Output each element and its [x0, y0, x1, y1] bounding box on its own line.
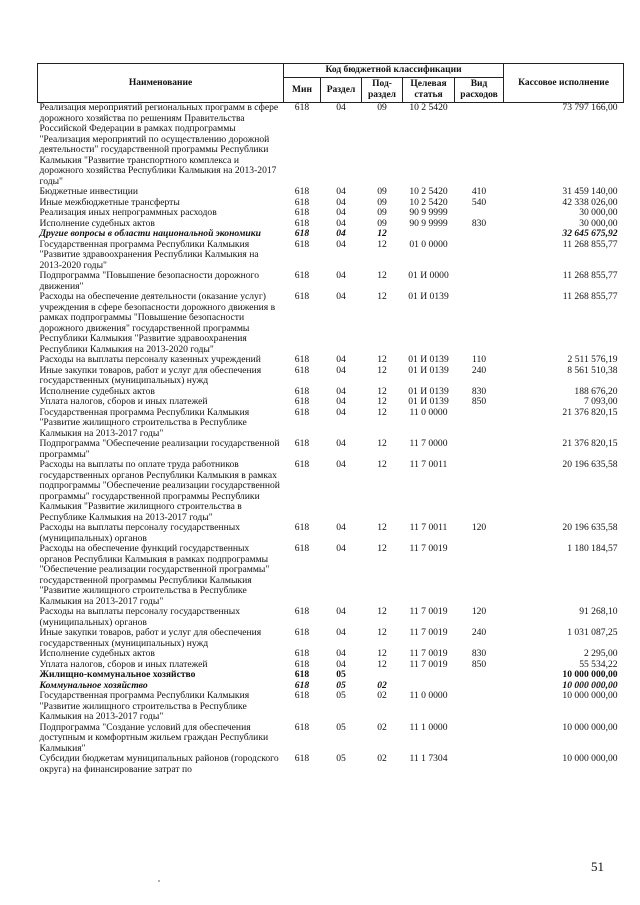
row-celevaya: 11 0 0000 — [409, 406, 448, 418]
row-razdel: 04 — [336, 658, 346, 670]
row-celevaya: 01 И 0139 — [408, 291, 449, 302]
row-amount: 10 000 000,00 — [562, 690, 618, 701]
row-amount: 73 797 166,00 — [562, 102, 618, 113]
row-min: 618 — [294, 438, 310, 449]
row-amount: 10 000 000,00 — [562, 753, 618, 764]
row-vid — [455, 229, 504, 240]
row-vid — [455, 544, 504, 607]
row-podrazdel: 09 — [377, 186, 387, 197]
table-row — [38, 628, 624, 649]
header-col-podrazdel: Под-раздел — [362, 78, 403, 103]
header-code-group: Код бюджетной классификации — [284, 64, 504, 78]
row-min: 618 — [294, 238, 310, 250]
row-vid — [455, 103, 504, 188]
budget-table-container — [37, 63, 623, 775]
row-amount: 8 561 510,38 — [567, 364, 618, 376]
row-podrazdel: 12 — [377, 522, 387, 533]
row-amount: 31 459 140,00 — [562, 186, 618, 197]
row-razdel: 05 — [336, 679, 346, 691]
row-razdel: 04 — [336, 606, 346, 617]
row-amount: 1 180 184,57 — [567, 543, 618, 554]
row-amount: 2 511 576,19 — [567, 354, 618, 365]
row-vid — [455, 240, 504, 272]
row-razdel: 04 — [336, 207, 346, 218]
row-celevaya: 01 0 0000 — [409, 238, 448, 250]
row-razdel: 04 — [336, 522, 346, 533]
row-amount: 10 000 000,00 — [562, 721, 618, 733]
table-row — [38, 523, 624, 544]
row-name: Субсидии бюджетам муниципальных районов (городского округа) на финансирование затрат по — [39, 753, 279, 775]
row-razdel: 04 — [336, 354, 346, 365]
row-amount: 11 268 855,77 — [562, 238, 618, 250]
row-podrazdel: 09 — [377, 102, 387, 113]
row-podrazdel: 12 — [377, 385, 387, 397]
row-razdel: 04 — [336, 196, 346, 208]
row-celevaya: 01 И 0139 — [408, 364, 449, 376]
row-vid: 240 — [471, 627, 487, 638]
row-vid: 850 — [471, 658, 487, 670]
row-podrazdel: 02 — [377, 679, 387, 691]
row-podrazdel — [362, 670, 403, 681]
row-celevaya: 90 9 9999 — [409, 217, 448, 229]
row-vid: 540 — [471, 196, 487, 208]
row-name: Исполнение судебных актов — [39, 217, 155, 229]
row-name: Государственная программа Республики Калмыкия "Развитие жилищного строительства в Республике Калмыкия на 2013-2017 годы" — [39, 406, 250, 439]
row-name: Реализация мероприятий региональных программ в сфере дорожного хозяйства по решениям Правительства Российской Федерации в рамках подпрограммы "Реализация мероприятий по осуществлению дорожной деятельности" государственной программы Республики Калмыкия "Развитие транспортного комплекса и дорожного хозяйства Республики Калмыкия на 2013-2017 годы" — [39, 102, 279, 187]
header-amount: Кассовое исполнение — [504, 64, 624, 103]
row-min: 618 — [294, 543, 310, 554]
row-podrazdel: 12 — [377, 648, 387, 659]
header-col-min: Мин — [284, 78, 321, 103]
table-row — [38, 460, 624, 523]
row-celevaya: 11 1 7304 — [409, 753, 448, 764]
row-razdel: 04 — [336, 364, 346, 376]
row-name: Подпрограмма "Обеспечение реализации государственной программы" — [39, 438, 280, 460]
table-row — [38, 208, 624, 219]
row-min: 618 — [294, 690, 310, 701]
row-amount: 32 645 675,92 — [562, 228, 618, 239]
row-amount: 42 338 026,00 — [562, 196, 618, 208]
row-amount: 1 031 087,25 — [567, 627, 618, 638]
row-min: 618 — [294, 364, 310, 376]
row-amount: 10 000 000,00 — [562, 679, 618, 691]
row-name: Уплата налогов, сборов и иных платежей — [39, 658, 208, 670]
row-celevaya: 01 И 0139 — [408, 385, 449, 397]
row-podrazdel: 12 — [377, 270, 387, 281]
table-row — [38, 754, 624, 775]
row-name: Расходы на выплаты персоналу государственных (муниципальных) органов — [39, 522, 241, 544]
row-celevaya: 11 7 0019 — [409, 648, 448, 659]
row-name: Уплата налогов, сборов и иных платежей — [39, 396, 208, 407]
row-celevaya: 01 И 0000 — [408, 270, 449, 281]
row-podrazdel: 12 — [377, 438, 387, 449]
row-celevaya: 10 2 5420 — [409, 102, 448, 113]
row-razdel: 04 — [336, 396, 346, 407]
row-razdel: 04 — [336, 102, 346, 113]
row-name: Бюджетные инвестиции — [39, 186, 138, 197]
row-amount: 30 000,00 — [579, 217, 618, 229]
row-min: 618 — [294, 396, 310, 407]
row-celevaya: 11 7 0019 — [409, 658, 448, 670]
row-razdel: 04 — [336, 238, 346, 250]
row-amount: 11 268 855,77 — [562, 291, 618, 302]
row-amount: 10 000 000,00 — [562, 669, 618, 680]
row-podrazdel: 02 — [377, 690, 387, 701]
row-podrazdel: 12 — [377, 364, 387, 376]
row-razdel: 04 — [336, 543, 346, 554]
table-row — [38, 187, 624, 198]
table-row — [38, 439, 624, 460]
row-name: Расходы на выплаты по оплате труда работников государственных органов Республики Калмыкия в рамках подпрограммы "Обеспечение реализации государственной программы" государственной программы Республики Калмыкия "Развитие жилищного строительства в Республике Калмыкия на 2013-2017 годы" — [39, 459, 280, 523]
row-min: 618 — [294, 270, 310, 281]
row-celevaya: 01 И 0139 — [408, 396, 449, 407]
row-celevaya: 01 И 0139 — [408, 354, 449, 365]
header-name: Наименование — [38, 64, 284, 103]
row-podrazdel: 12 — [377, 543, 387, 554]
row-vid — [455, 754, 504, 775]
table-row — [38, 397, 624, 408]
row-podrazdel: 09 — [377, 196, 387, 208]
table-row — [38, 103, 624, 188]
row-name: Подпрограмма "Создание условий для обеспечения доступным и комфортным жильем граждан Республики Калмыкия" — [39, 721, 269, 754]
row-razdel: 04 — [336, 270, 346, 281]
row-vid — [455, 439, 504, 460]
row-vid: 830 — [471, 217, 487, 229]
row-podrazdel: 12 — [377, 406, 387, 418]
row-razdel: 04 — [336, 648, 346, 659]
row-name: Расходы на обеспечение функций государственных органов Республики Калмыкия в рамках подпрограммы "Обеспечение реализации государственной программы" государственной программы Республики Калмыкия "Развитие жилищного строительства в Республике Калмыкия на 2013-2017 годы" — [39, 543, 270, 607]
row-min: 618 — [294, 406, 310, 418]
row-name: Расходы на выплаты персоналу государственных (муниципальных) органов — [39, 606, 241, 628]
scan-mark — [158, 880, 160, 882]
row-razdel: 05 — [336, 753, 346, 764]
table-row — [38, 229, 624, 240]
row-amount: 21 376 820,15 — [562, 438, 618, 449]
row-min: 618 — [294, 291, 310, 302]
row-podrazdel: 12 — [377, 459, 387, 470]
row-min: 618 — [294, 606, 310, 617]
table-row — [38, 544, 624, 607]
row-celevaya: 10 2 5420 — [409, 196, 448, 208]
row-celevaya: 11 7 0011 — [409, 522, 448, 533]
row-podrazdel: 12 — [377, 354, 387, 365]
row-min: 618 — [294, 228, 310, 239]
row-vid — [455, 460, 504, 523]
table-body — [38, 103, 624, 776]
row-podrazdel: 12 — [377, 627, 387, 638]
row-min: 618 — [294, 459, 310, 470]
row-amount: 7 093,00 — [583, 396, 618, 407]
header-col-vid: Вид расходов — [455, 78, 504, 103]
table-row — [38, 607, 624, 628]
row-razdel: 04 — [336, 627, 346, 638]
table-row — [38, 271, 624, 292]
row-vid — [455, 208, 504, 219]
row-min: 618 — [294, 207, 310, 218]
table-row — [38, 355, 624, 366]
row-podrazdel: 12 — [377, 396, 387, 407]
row-vid — [455, 271, 504, 292]
header-col-razdel: Раздел — [321, 78, 362, 103]
header-col-celevaya: Целевая статья — [403, 78, 455, 103]
row-amount: 188 676,20 — [574, 385, 618, 397]
row-min: 618 — [294, 354, 310, 365]
row-min: 618 — [294, 658, 310, 670]
row-podrazdel: 12 — [377, 291, 387, 302]
row-min: 618 — [294, 627, 310, 638]
row-name: Жилищно-коммунальное хозяйство — [39, 669, 196, 680]
row-name: Реализация иных непрограммных расходов — [39, 207, 217, 218]
row-celevaya: 90 9 9999 — [409, 207, 448, 218]
table-row — [38, 366, 624, 387]
row-name: Государственная программа Республики Калмыкия "Развитие здравоохранения Республики Калмыкия на 2013-2020 годы" — [39, 238, 259, 271]
row-celevaya: 11 1 0000 — [409, 721, 448, 733]
row-name: Исполнение судебных актов — [39, 385, 155, 397]
table-row — [38, 649, 624, 660]
row-name: Расходы на обеспечение деятельности (оказание услуг) учреждения в сфере безопасности дорожного движения в рамках подпрограммы "Повышение безопасности дорожного движения" государственной программы Республики Калмыкия "Развитие здравоохранения Республики Калмыкия на 2013-2020 годы" — [39, 291, 276, 355]
row-vid: 120 — [471, 606, 487, 617]
row-name: Государственная программа Республики Калмыкия "Развитие жилищного строительства в Республике Калмыкия на 2013-2017 годы" — [39, 690, 250, 722]
table-header — [38, 64, 624, 103]
row-celevaya — [403, 229, 455, 240]
row-vid: 830 — [471, 648, 487, 659]
row-amount: 21 376 820,15 — [562, 406, 618, 418]
row-min: 618 — [294, 721, 310, 733]
row-podrazdel: 02 — [377, 721, 387, 733]
table-row — [38, 670, 624, 681]
row-amount: 2 295,00 — [583, 648, 618, 659]
row-name: Коммунальное хозяйство — [39, 679, 148, 691]
row-min: 618 — [294, 196, 310, 208]
row-vid — [455, 670, 504, 681]
row-razdel: 05 — [336, 669, 346, 680]
row-vid: 850 — [471, 396, 487, 407]
row-razdel: 05 — [336, 690, 346, 701]
row-min: 618 — [294, 753, 310, 764]
row-vid: 120 — [471, 522, 487, 533]
row-name: Иные закупки товаров, работ и услуг для обеспечения государственных (муниципальных) нужд — [39, 364, 262, 386]
row-celevaya: 11 7 0011 — [409, 459, 448, 470]
table-row — [38, 691, 624, 723]
row-vid: 110 — [472, 354, 487, 365]
row-podrazdel: 12 — [377, 606, 387, 617]
row-celevaya: 10 2 5420 — [409, 186, 448, 197]
row-podrazdel: 12 — [377, 238, 387, 250]
row-amount: 20 196 635,58 — [562, 459, 618, 470]
row-podrazdel: 09 — [377, 217, 387, 229]
page-number: 51 — [591, 859, 604, 874]
row-min: 618 — [294, 102, 310, 113]
row-celevaya: 11 7 0019 — [409, 543, 448, 554]
row-razdel: 05 — [336, 721, 346, 733]
table-row — [38, 292, 624, 355]
row-razdel: 04 — [336, 291, 346, 302]
row-razdel: 04 — [336, 186, 346, 197]
row-vid — [455, 408, 504, 440]
row-amount: 11 268 855,77 — [562, 270, 618, 281]
row-podrazdel: 02 — [377, 753, 387, 764]
row-vid — [455, 691, 504, 723]
row-celevaya: 11 7 0019 — [409, 627, 448, 638]
row-podrazdel: 12 — [377, 658, 387, 670]
row-min: 618 — [294, 186, 310, 197]
row-min: 618 — [294, 385, 310, 397]
table-row — [38, 408, 624, 440]
row-celevaya: 11 7 0000 — [409, 438, 448, 449]
row-vid: 410 — [471, 186, 487, 197]
row-min: 618 — [294, 679, 310, 691]
row-min: 618 — [294, 522, 310, 533]
row-podrazdel: 09 — [377, 207, 387, 218]
table-row — [38, 240, 624, 272]
row-name: Иные межбюджетные трансферты — [39, 196, 180, 208]
row-amount: 30 000,00 — [579, 207, 618, 218]
row-vid — [455, 681, 504, 692]
row-amount: 91 268,10 — [579, 606, 618, 617]
row-razdel: 04 — [336, 217, 346, 229]
row-min: 618 — [294, 648, 310, 659]
row-razdel: 04 — [336, 385, 346, 397]
row-celevaya: 11 0 0000 — [409, 690, 448, 701]
row-vid — [455, 292, 504, 355]
row-celevaya — [403, 670, 455, 681]
row-min: 618 — [294, 669, 310, 680]
row-name: Другие вопросы в области национальной экономики — [39, 228, 261, 239]
row-vid: 240 — [471, 364, 487, 376]
table-row — [38, 723, 624, 755]
row-name: Расходы на выплаты персоналу казенных учреждений — [39, 354, 261, 365]
budget-table — [37, 63, 624, 775]
row-celevaya: 11 7 0019 — [409, 606, 448, 617]
row-min: 618 — [294, 217, 310, 229]
row-razdel: 04 — [336, 228, 346, 239]
row-razdel: 04 — [336, 438, 346, 449]
row-razdel: 04 — [336, 406, 346, 418]
row-podrazdel: 12 — [377, 228, 387, 239]
row-amount: 20 196 635,58 — [562, 522, 618, 533]
row-vid — [455, 723, 504, 755]
row-vid: 830 — [471, 385, 487, 397]
row-name: Исполнение судебных актов — [39, 648, 155, 659]
row-name: Подпрограмма "Повышение безопасности дорожного движения" — [39, 270, 260, 292]
row-amount: 55 534,22 — [579, 658, 618, 670]
row-name: Иные закупки товаров, работ и услуг для обеспечения государственных (муниципальных) нужд — [39, 627, 262, 649]
row-razdel: 04 — [336, 459, 346, 470]
